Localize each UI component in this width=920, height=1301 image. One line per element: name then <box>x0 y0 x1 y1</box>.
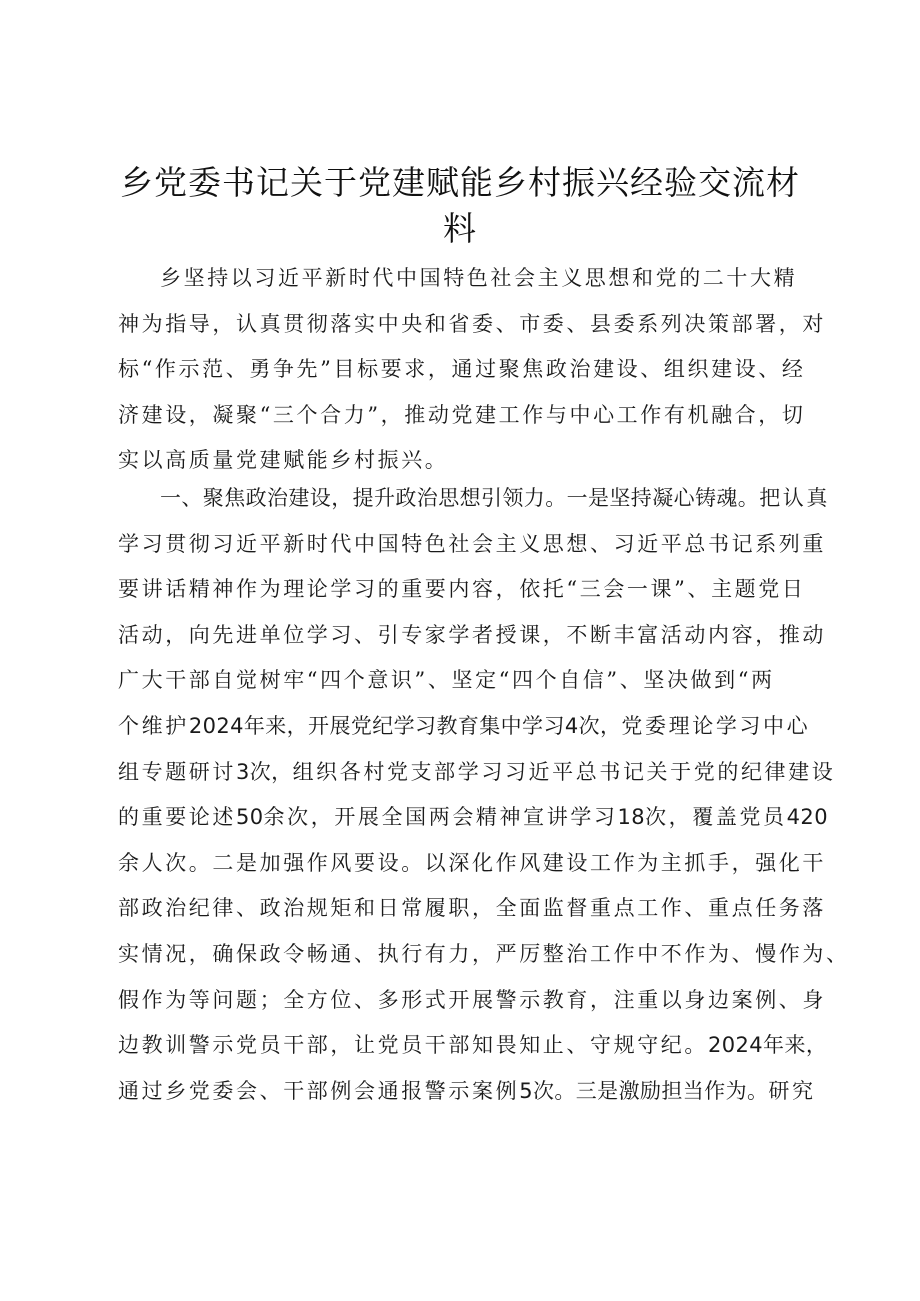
text-run: 2024年来，开展党纪学习教育集中学习4次， <box>188 713 622 738</box>
political-building-paragraph <box>118 476 850 1114</box>
paragraph-line: 余人次。二是加强作风要设。以深化作风建设工作为主抓手，强化干 <box>118 850 826 875</box>
text-run: 把认真 <box>759 486 831 510</box>
text-run: 3次， <box>236 759 293 784</box>
text-run: 420 <box>786 805 828 830</box>
text-run: 边教训警示党员干部，让党员干部知畏知止、守规守纪。 <box>118 1033 708 1058</box>
paragraph-line: 要讲话精神作为理论学习的重要内容，依托“三会一课”、主题党日 <box>118 577 806 602</box>
text-run: 通过乡党委会、干部例会通报警示案例 <box>118 1078 520 1103</box>
paragraph-line: 实情况，确保政令畅通、执行有力，严厉整治工作中不作为、慢作为、 <box>118 941 850 966</box>
text-run: 的重要论述 <box>118 805 236 830</box>
paragraph-line: 神为指导，认真贯彻落实中央和省委、市委、县委系列决策部署，对 <box>118 311 826 336</box>
title-line-1: 乡党委书记关于党建赋能乡村振兴经验交流材 <box>120 163 800 202</box>
paragraph-line: 学习贯彻习近平新时代中国特色社会主义思想、习近平总书记系列重 <box>118 531 826 556</box>
paragraph-line <box>118 750 838 796</box>
text-run: 余次，开展全国两会精神宣讲学习 <box>263 805 618 830</box>
paragraph-line: 假作为等问题；全方位、多形式开展警示教育，注重以身边案例、身 <box>118 987 826 1012</box>
text-run: 5次。三是激励担当作为。 <box>519 1078 769 1103</box>
paragraph-line: 济建设，凝聚“三个合力”，推动党建工作与中心工作有机融合，切 <box>118 402 806 427</box>
text-run: 组专题研讨 <box>118 759 236 784</box>
text-run: 研究 <box>768 1078 816 1103</box>
paragraph-line: 实以高质量党建赋能乡村振兴。 <box>118 448 449 473</box>
section-heading: 一、聚焦政治建设，提升政治思想引领力。一是坚持凝心铸魂。 <box>160 486 760 510</box>
intro-paragraph <box>118 256 838 484</box>
text-run: 50 <box>236 805 264 830</box>
paragraph-line <box>118 704 838 750</box>
paragraph-line: 活动，向先进单位学习、引专家学者授课，不断丰富活动内容，推动 <box>118 622 826 647</box>
paragraph-line <box>118 476 838 522</box>
paragraph-line <box>118 1069 838 1115</box>
paragraph-line: 广大干部自觉树牢“四个意识”、坚定“四个自信”、坚决做到“两 <box>118 668 775 693</box>
title-line-2: 料 <box>443 209 477 248</box>
paragraph-line: 乡坚持以习近平新时代中国特色社会主义思想和党的二十大精 <box>160 266 798 290</box>
paragraph-line: 标“作示范、勇争先”目标要求，通过聚焦政治建设、组织建设、经 <box>118 357 806 382</box>
text-run: 党委理论学习中心 <box>621 713 811 738</box>
paragraph-line: 部政治纪律、政治规矩和日常履职，全面监督重点工作、重点任务落 <box>118 896 826 921</box>
text-run: 次，覆盖党员 <box>645 805 787 830</box>
paragraph-line <box>118 795 838 841</box>
text-run: 组织各村党支部学习习近平总书记关于党的纪律建设 <box>292 759 836 784</box>
paragraph-line <box>118 1023 838 1069</box>
document-title <box>100 160 820 252</box>
text-run: 2024年来， <box>708 1033 828 1058</box>
text-run: 个维护 <box>118 713 189 738</box>
text-run: 18 <box>617 805 646 830</box>
